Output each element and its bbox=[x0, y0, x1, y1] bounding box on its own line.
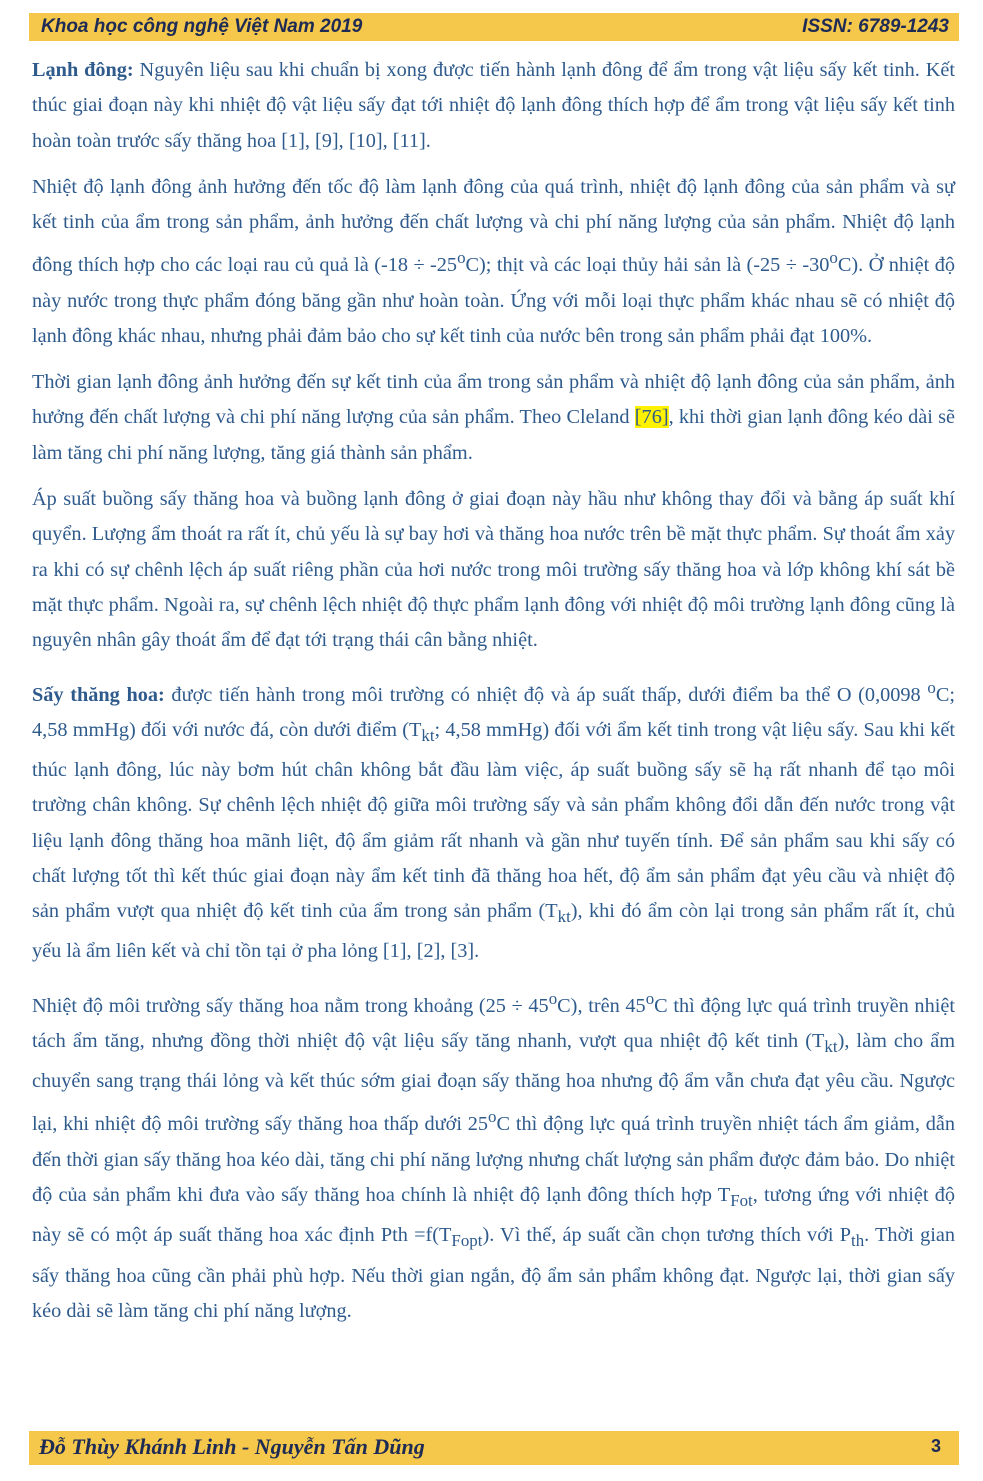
section-lead-sublimation: Sấy thăng hoa: bbox=[32, 683, 165, 706]
degree-superscript: o bbox=[488, 1107, 497, 1127]
paragraph-freezing-time bbox=[32, 365, 955, 471]
paragraph-text: ), làm cho ẩm chuyển sang trạng thái lỏng và kết thúc sớm giai đoạn sấy thăng hoa nhưng độ ẩm vẫn chưa đạt yêu cầu. Ngược lại, khi nhiệt độ môi trường sấy thăng hoa thấp dưới 25 bbox=[32, 1029, 956, 1136]
page-header bbox=[29, 13, 959, 41]
degree-superscript: o bbox=[829, 248, 838, 268]
section-lead-freezing: Lạnh đông: bbox=[32, 59, 134, 81]
degree-superscript: o bbox=[927, 677, 936, 697]
paragraph-text: ; 4,58 mmHg) đối với ẩm kết tinh trong vật liệu sấy. Sau khi kết thúc lạnh đông, lúc này bơm hút chân không bắt đầu làm việc, áp suất buồng sấy sẽ hạ rất nhanh để tạo môi trường chân không. Sự chênh lệch nhiệt độ giữa môi trường sấy và sản phẩm không đổi dẫn đến nước trong vật liệu lạnh đông thăng hoa mãnh liệt, độ ẩm giảm rất nhanh và gần như tuyến tính. Để sản phẩm sau khi sấy có chất lượng tốt thì kết thúc giai đoạn này ẩm kết tinh đã thăng hoa hết, độ ẩm sản phẩm đạt yêu cầu và nhiệt độ sản phẩm vượt qua nhiệt độ kết tinh của ẩm trong sản phẩm (T bbox=[32, 718, 955, 923]
degree-superscript: o bbox=[457, 248, 466, 268]
paragraph-text: Áp suất buồng sấy thăng hoa và buồng lạnh đông ở giai đoạn này hầu như không thay đổi và bằng áp suất khí quyển. Lượng ẩm thoát ra rất ít, chủ yếu là sự bay hơi và thăng hoa nước trên bề mặt thực phẩm. Sự thoát ẩm xảy ra khi có sự chênh lệch áp suất riêng phần của hơi nước trong môi trường sấy thăng hoa và lớp không khí sát bề mặt thực phẩm. Ngoài ra, sự chênh lệch nhiệt độ thực phẩm lạnh đông với nhiệt độ môi trường lạnh đông cũng là nguyên nhân gây thoát ẩm để đạt tới trạng thái cân bằng nhiệt. bbox=[32, 488, 955, 652]
paragraph-text: ). Vì thế, áp suất cần chọn tương thích với P bbox=[482, 1224, 852, 1247]
page-number: 3 bbox=[930, 1436, 941, 1456]
subscript-fopt: Fopt bbox=[451, 1231, 483, 1251]
paragraph-freezing-temperature bbox=[32, 170, 955, 354]
paragraph-text: Nhiệt độ lạnh đông ảnh hưởng đến tốc độ làm lạnh đông của quá trình, nhiệt độ lạnh đông của sản phẩm và sự kết tinh của ẩm trong sản phẩm, ảnh hưởng đến chất lượng và chi phí năng lượng của sản phẩm. Nhiệt độ lạnh đông thích hợp cho các loại rau củ quả là (-18 ÷ -25 bbox=[32, 175, 955, 277]
paragraph-text: C; 4,58 mmHg) đối với nước đá, còn dưới điểm (T bbox=[32, 683, 955, 741]
subscript-kt: kt bbox=[824, 1036, 838, 1056]
paragraph-text: Nhiệt độ môi trường sấy thăng hoa nằm trong khoảng (25 ÷ 45 bbox=[32, 994, 549, 1017]
paragraph-freezing bbox=[32, 53, 955, 159]
paragraph-text: , khi thời gian lạnh đông kéo dài sẽ làm tăng chi phí năng lượng, tăng giá thành sản phẩm. bbox=[32, 406, 955, 464]
paragraph-text: ), khi đó ẩm còn lại trong sản phẩm rất ít, chủ yếu là ẩm liên kết và chỉ tồn tại ở pha lỏng [1], [2], [3]. bbox=[32, 900, 955, 963]
highlighted-citation: [76] bbox=[634, 406, 669, 429]
paragraph-chamber-pressure bbox=[32, 482, 955, 658]
journal-title: Khoa học công nghệ Việt Nam 2019 bbox=[41, 16, 363, 37]
subscript-kt: kt bbox=[421, 725, 435, 745]
issn-label: ISSN: 6789-1243 bbox=[802, 16, 949, 37]
paragraph-text: . Thời gian sấy thăng hoa cũng cần phải phù hợp. Nếu thời gian ngắn, độ ẩm sản phẩm không đạt. Ngược lại, thời gian sấy kéo dài sẽ làm tăng chi phí năng lượng. bbox=[32, 1224, 956, 1322]
paragraph-text: Nguyên liệu sau khi chuẩn bị xong được tiến hành lạnh đông để ẩm trong vật liệu sấy kết tinh. Kết thúc giai đoạn này khi nhiệt độ vật liệu sấy đạt tới nhiệt độ lạnh đông thích hợp để ẩm trong vật liệu sấy kết tinh hoàn toàn trước sấy thăng hoa [1], [9], [10], [11]. bbox=[32, 59, 955, 152]
paragraph-text: được tiến hành trong môi trường có nhiệt độ và áp suất thấp, dưới điểm ba thể O (0,0098 bbox=[164, 683, 928, 706]
author-names: Đỗ Thùy Khánh Linh - Nguyễn Tấn Dũng bbox=[39, 1434, 425, 1459]
subscript-kt: kt bbox=[557, 907, 571, 927]
paragraph-text: , tương ứng với nhiệt độ này sẽ có một áp suất thăng hoa xác định Pth =f(T bbox=[32, 1183, 955, 1247]
paragraph-text: C); thịt và các loại thủy hải sản là (-25 ÷ -30 bbox=[465, 254, 830, 277]
subscript-fot: Fot bbox=[730, 1190, 753, 1210]
paragraph-text: Thời gian lạnh đông ảnh hưởng đến sự kết tinh của ẩm trong sản phẩm và nhiệt độ lạnh đông của sản phẩm, ảnh hưởng đến chất lượng và chi phí năng lượng của sản phẩm. Theo Cleland bbox=[32, 371, 955, 429]
article-body bbox=[32, 53, 955, 1340]
paragraph-text: C thì động lực quá trình truyền nhiệt tách ẩm giảm, dẫn đến thời gian sấy thăng hoa kéo dài, tăng chi phí năng lượng nhưng chất lượng sản phẩm được đảm bảo. Do nhiệt độ của sản phẩm khi đưa vào sấy thăng hoa chính là nhiệt độ lạnh đông thích hợp T bbox=[32, 1113, 955, 1206]
degree-superscript: o bbox=[548, 988, 558, 1008]
paragraph-text: C), trên 45 bbox=[557, 994, 646, 1017]
page-footer bbox=[29, 1431, 959, 1465]
subscript-th: th bbox=[851, 1231, 865, 1251]
paragraph-text: C thì động lực quá trình truyền nhiệt tách ẩm tăng, nhưng đồng thời nhiệt độ vật liệu sấy tăng nhanh, vượt qua nhiệt độ kết tinh (T bbox=[32, 994, 955, 1052]
paragraph-drying-temperature bbox=[32, 981, 955, 1329]
paragraph-text: C). Ở nhiệt độ này nước trong thực phẩm đóng băng gần như hoàn toàn. Ứng với mỗi loại thực phẩm khác nhau sẽ có nhiệt độ lạnh đông khác nhau, nhưng phải đảm bảo cho sự kết tinh của nước bên trong sản phẩm phải đạt 100%. bbox=[32, 254, 955, 347]
paragraph-sublimation-drying bbox=[32, 670, 955, 970]
degree-superscript: o bbox=[645, 988, 655, 1008]
